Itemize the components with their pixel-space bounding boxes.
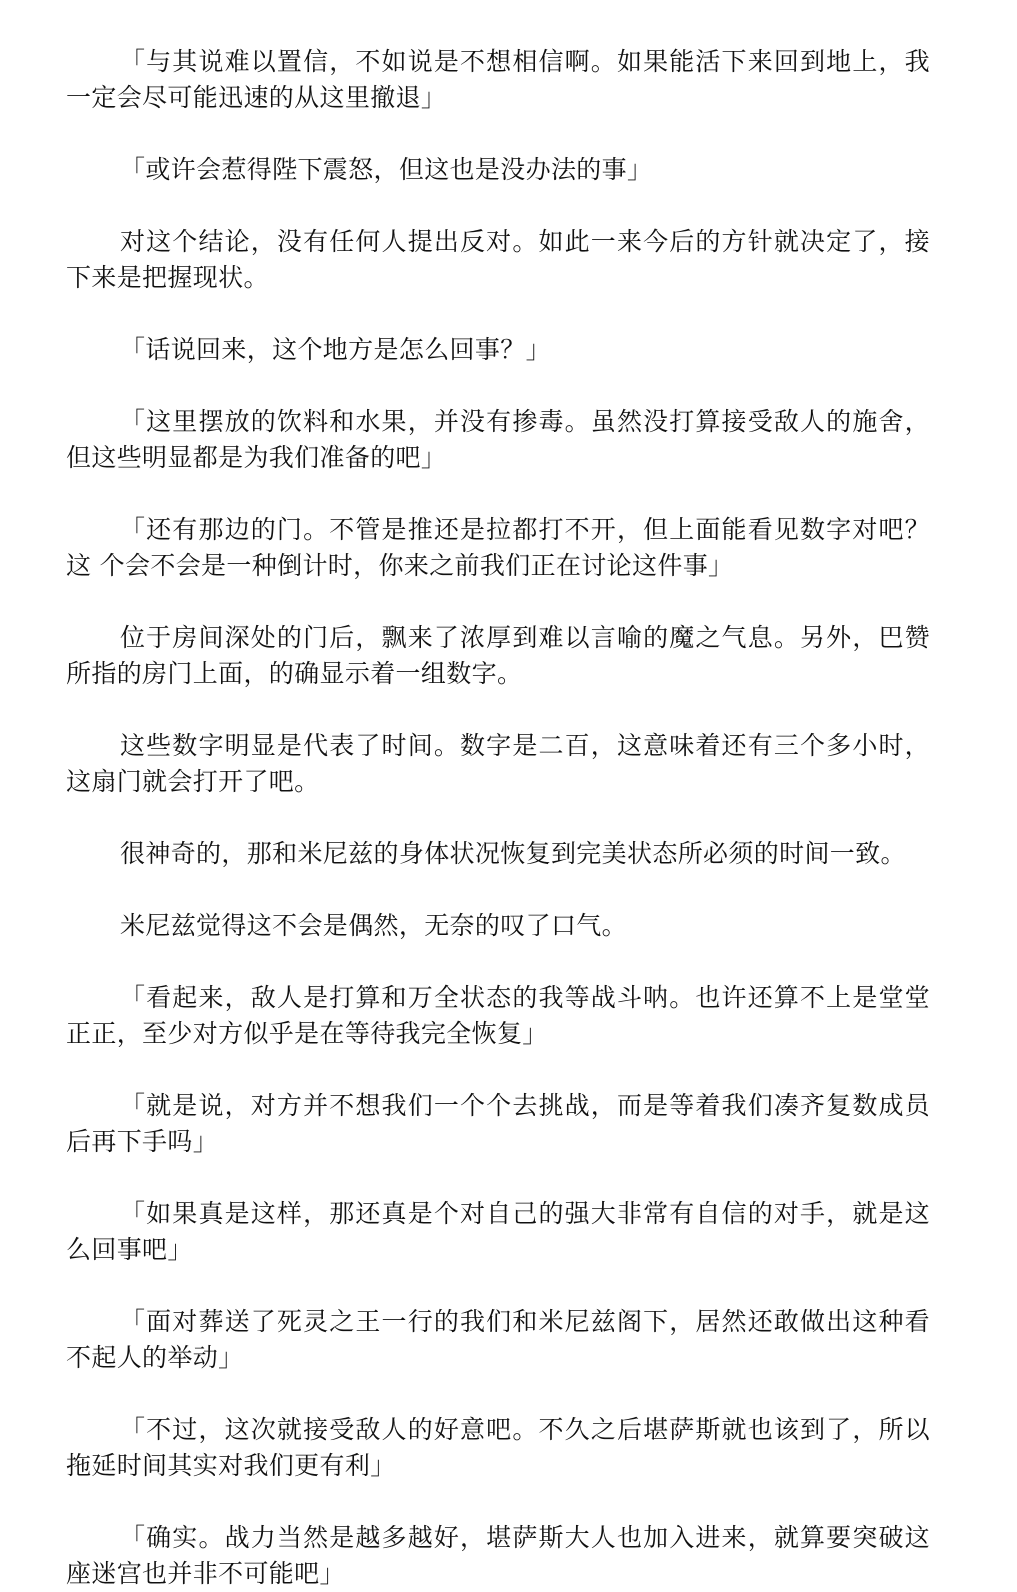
paragraph: 「还有那边的门。不管是推还是拉都打不开，但上面能看见数字对吧？这 个会不会是一种倒计时，你来之前我们正在讨论这件事」	[66, 515, 930, 580]
paragraph: 「话说回来，这个地方是怎么回事？」	[120, 335, 551, 364]
paragraph: 「如果真是这样，那还真是个对自己的强大非常有自信的对手，就是这么回事吧」	[66, 1199, 930, 1264]
paragraph: 「这里摆放的饮料和水果，并没有掺毒。虽然没打算接受敌人的施舍，但这些明显都是为我们准备的吧」	[66, 407, 930, 472]
paragraph: 「看起来，敌人是打算和万全状态的我等战斗呐。也许还算不上是堂堂正正，至少对方似乎是在等待我完全恢复」	[66, 983, 930, 1048]
paragraph: 很神奇的，那和米尼兹的身体状况恢复到完美状态所必须的时间一致。	[120, 839, 906, 868]
paragraph: 「就是说，对方并不想我们一个个去挑战，而是等着我们凑齐复数成员后再下手吗」	[66, 1091, 930, 1156]
paragraph: 位于房间深处的门后，飘来了浓厚到难以言喻的魔之气息。另外，巴赞所指的房门上面，的确显示着一组数字。	[66, 623, 930, 688]
paragraph: 这些数字明显是代表了时间。数字是二百，这意味着还有三个多小时，这扇门就会打开了吧。	[66, 731, 930, 796]
paragraph: 米尼兹觉得这不会是偶然，无奈的叹了口气。	[120, 911, 628, 940]
paragraph: 「确实。战力当然是越多越好，堪萨斯大人也加入进来，就算要突破这座迷宫也并非不可能吧」	[66, 1523, 930, 1588]
document-page	[66, 44, 930, 1592]
paragraph: 「面对葬送了死灵之王一行的我们和米尼兹阁下，居然还敢做出这种看不起人的举动」	[66, 1307, 930, 1372]
paragraph: 「不过，这次就接受敌人的好意吧。不久之后堪萨斯就也该到了，所以拖延时间其实对我们更有利」	[66, 1415, 930, 1480]
paragraph: 对这个结论，没有任何人提出反对。如此一来今后的方针就决定了，接下来是把握现状。	[66, 227, 930, 292]
paragraph: 「与其说难以置信，不如说是不想相信啊。如果能活下来回到地上，我一定会尽可能迅速的从这里撤退」	[66, 47, 930, 112]
paragraph: 「或许会惹得陛下震怒，但这也是没办法的事」	[120, 155, 653, 184]
